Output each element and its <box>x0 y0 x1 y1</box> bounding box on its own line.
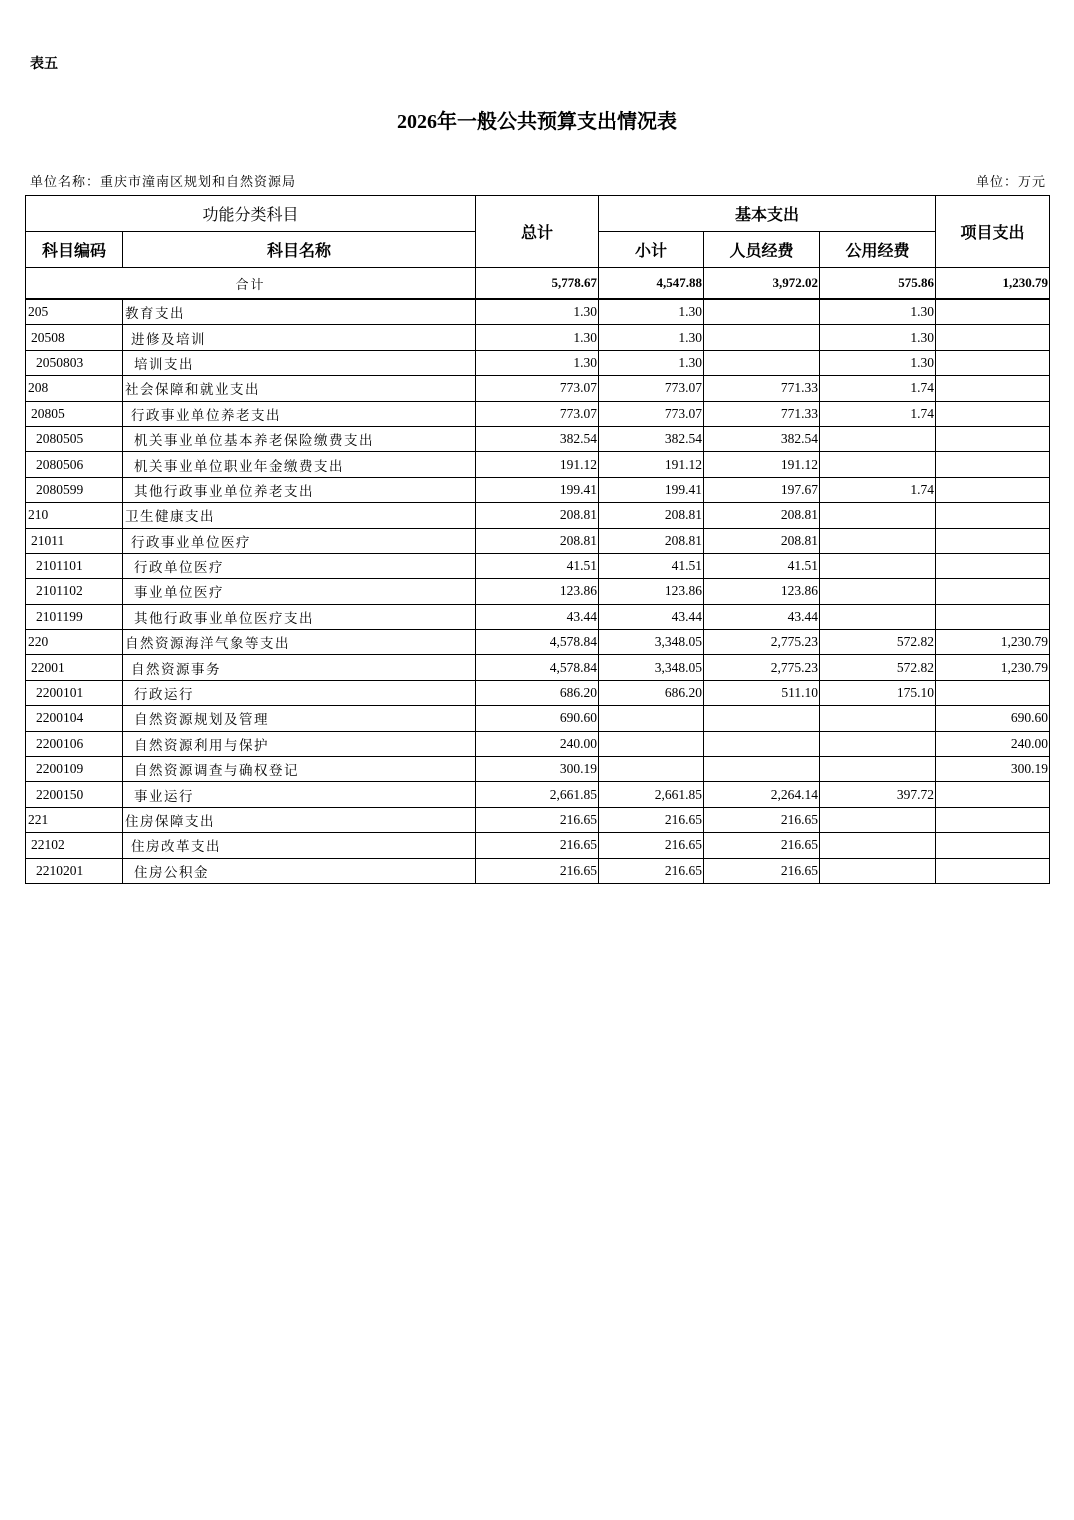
header-functional-category: 功能分类科目 <box>26 196 476 232</box>
cell-subtotal <box>599 706 704 731</box>
table-row <box>26 325 1050 350</box>
table-row <box>26 757 1050 782</box>
header-public: 公用经费 <box>820 232 936 268</box>
total-public: 575.86 <box>820 268 936 300</box>
cell-total: 216.65 <box>476 833 599 858</box>
cell-subtotal: 382.54 <box>599 426 704 451</box>
table-row <box>26 299 1050 325</box>
cell-name: 住房保障支出 <box>123 807 476 832</box>
cell-public: 397.72 <box>820 782 936 807</box>
cell-name: 进修及培训 <box>123 325 476 350</box>
cell-name: 自然资源调查与确权登记 <box>123 757 476 782</box>
cell-project <box>936 477 1050 502</box>
cell-total: 240.00 <box>476 731 599 756</box>
cell-public <box>820 604 936 629</box>
cell-personnel: 2,775.23 <box>704 630 820 655</box>
cell-code: 2080506 <box>26 452 123 477</box>
cell-public: 1.74 <box>820 401 936 426</box>
cell-subtotal: 3,348.05 <box>599 630 704 655</box>
cell-project: 1,230.79 <box>936 655 1050 680</box>
table-row <box>26 731 1050 756</box>
cell-total: 4,578.84 <box>476 655 599 680</box>
cell-personnel <box>704 731 820 756</box>
cell-name: 自然资源事务 <box>123 655 476 680</box>
table-row <box>26 807 1050 832</box>
table-row <box>26 604 1050 629</box>
table-number: 表五 <box>30 56 58 72</box>
cell-code: 2101102 <box>26 579 123 604</box>
table-row <box>26 477 1050 502</box>
table-body <box>26 268 1050 884</box>
cell-personnel: 511.10 <box>704 680 820 705</box>
cell-public <box>820 528 936 553</box>
cell-project <box>936 680 1050 705</box>
cell-personnel: 382.54 <box>704 426 820 451</box>
cell-name: 教育支出 <box>123 299 476 325</box>
table-row <box>26 680 1050 705</box>
cell-subtotal: 208.81 <box>599 503 704 528</box>
cell-name: 其他行政事业单位医疗支出 <box>123 604 476 629</box>
cell-subtotal: 123.86 <box>599 579 704 604</box>
cell-public <box>820 503 936 528</box>
cell-project <box>936 426 1050 451</box>
unit-label: 单位：万元 <box>975 175 1046 190</box>
table-row <box>26 528 1050 553</box>
cell-public <box>820 731 936 756</box>
cell-name: 卫生健康支出 <box>123 503 476 528</box>
cell-public <box>820 706 936 731</box>
cell-code: 2200101 <box>26 680 123 705</box>
total-label: 合计 <box>26 268 476 300</box>
cell-code: 2200106 <box>26 731 123 756</box>
cell-project <box>936 376 1050 401</box>
table-row <box>26 579 1050 604</box>
cell-name: 自然资源海洋气象等支出 <box>123 630 476 655</box>
cell-name: 事业单位医疗 <box>123 579 476 604</box>
unit-name: 单位名称：重庆市潼南区规划和自然资源局 <box>30 175 297 190</box>
cell-subtotal <box>599 757 704 782</box>
cell-project <box>936 401 1050 426</box>
cell-project: 690.60 <box>936 706 1050 731</box>
cell-total: 199.41 <box>476 477 599 502</box>
table-row <box>26 553 1050 578</box>
cell-total: 686.20 <box>476 680 599 705</box>
cell-project <box>936 604 1050 629</box>
table-row <box>26 401 1050 426</box>
total-personnel: 3,972.02 <box>704 268 820 300</box>
cell-project <box>936 350 1050 375</box>
cell-code: 2200150 <box>26 782 123 807</box>
cell-personnel: 216.65 <box>704 807 820 832</box>
table-row <box>26 376 1050 401</box>
header-subtotal: 小计 <box>599 232 704 268</box>
cell-personnel <box>704 325 820 350</box>
cell-code: 2210201 <box>26 858 123 883</box>
cell-total: 191.12 <box>476 452 599 477</box>
cell-total: 2,661.85 <box>476 782 599 807</box>
cell-subtotal: 1.30 <box>599 350 704 375</box>
cell-total: 41.51 <box>476 553 599 578</box>
cell-public: 572.82 <box>820 655 936 680</box>
cell-public: 1.30 <box>820 299 936 325</box>
cell-personnel <box>704 706 820 731</box>
cell-name: 机关事业单位基本养老保险缴费支出 <box>123 426 476 451</box>
cell-total: 208.81 <box>476 528 599 553</box>
cell-personnel <box>704 299 820 325</box>
cell-subtotal: 216.65 <box>599 833 704 858</box>
cell-code: 22102 <box>26 833 123 858</box>
cell-project <box>936 299 1050 325</box>
cell-code: 220 <box>26 630 123 655</box>
header-project: 项目支出 <box>936 196 1050 268</box>
cell-name: 行政单位医疗 <box>123 553 476 578</box>
cell-name: 其他行政事业单位养老支出 <box>123 477 476 502</box>
header-basic: 基本支出 <box>599 196 936 232</box>
cell-code: 2080505 <box>26 426 123 451</box>
table-row <box>26 782 1050 807</box>
cell-public <box>820 757 936 782</box>
cell-name: 自然资源利用与保护 <box>123 731 476 756</box>
budget-table <box>25 195 1050 884</box>
cell-subtotal: 1.30 <box>599 325 704 350</box>
cell-name: 住房改革支出 <box>123 833 476 858</box>
page-title: 2026年一般公共预算支出情况表 <box>397 111 677 133</box>
cell-project <box>936 452 1050 477</box>
cell-total: 300.19 <box>476 757 599 782</box>
cell-code: 2200104 <box>26 706 123 731</box>
cell-project <box>936 528 1050 553</box>
cell-subtotal <box>599 731 704 756</box>
cell-personnel: 43.44 <box>704 604 820 629</box>
cell-total: 216.65 <box>476 858 599 883</box>
cell-code: 22001 <box>26 655 123 680</box>
cell-code: 2101199 <box>26 604 123 629</box>
cell-project <box>936 503 1050 528</box>
cell-project <box>936 325 1050 350</box>
cell-project <box>936 579 1050 604</box>
cell-subtotal: 199.41 <box>599 477 704 502</box>
cell-total: 1.30 <box>476 350 599 375</box>
cell-project <box>936 807 1050 832</box>
cell-public: 1.30 <box>820 350 936 375</box>
cell-subtotal: 773.07 <box>599 401 704 426</box>
table-row <box>26 858 1050 883</box>
cell-project: 240.00 <box>936 731 1050 756</box>
cell-public <box>820 553 936 578</box>
total-subtotal: 4,547.88 <box>599 268 704 300</box>
cell-subtotal: 1.30 <box>599 299 704 325</box>
cell-name: 住房公积金 <box>123 858 476 883</box>
cell-personnel: 771.33 <box>704 376 820 401</box>
cell-name: 培训支出 <box>123 350 476 375</box>
cell-code: 20508 <box>26 325 123 350</box>
total-total: 5,778.67 <box>476 268 599 300</box>
cell-subtotal: 2,661.85 <box>599 782 704 807</box>
cell-total: 4,578.84 <box>476 630 599 655</box>
cell-personnel: 771.33 <box>704 401 820 426</box>
table-row <box>26 350 1050 375</box>
cell-total: 1.30 <box>476 299 599 325</box>
cell-project <box>936 833 1050 858</box>
table-row <box>26 426 1050 451</box>
cell-project <box>936 553 1050 578</box>
cell-personnel: 123.86 <box>704 579 820 604</box>
table-row <box>26 706 1050 731</box>
cell-code: 2101101 <box>26 553 123 578</box>
cell-public <box>820 807 936 832</box>
table-header <box>26 196 1050 268</box>
table-row <box>26 655 1050 680</box>
cell-total: 773.07 <box>476 401 599 426</box>
cell-project <box>936 858 1050 883</box>
cell-subtotal: 216.65 <box>599 807 704 832</box>
cell-total: 773.07 <box>476 376 599 401</box>
table-row <box>26 503 1050 528</box>
cell-name: 行政事业单位医疗 <box>123 528 476 553</box>
cell-subtotal: 41.51 <box>599 553 704 578</box>
cell-code: 2050803 <box>26 350 123 375</box>
cell-personnel: 41.51 <box>704 553 820 578</box>
cell-code: 210 <box>26 503 123 528</box>
cell-personnel <box>704 350 820 375</box>
header-name: 科目名称 <box>123 232 476 268</box>
cell-subtotal: 686.20 <box>599 680 704 705</box>
cell-name: 行政运行 <box>123 680 476 705</box>
cell-code: 21011 <box>26 528 123 553</box>
total-project: 1,230.79 <box>936 268 1050 300</box>
cell-personnel: 216.65 <box>704 833 820 858</box>
cell-subtotal: 216.65 <box>599 858 704 883</box>
table-row <box>26 452 1050 477</box>
cell-personnel: 2,264.14 <box>704 782 820 807</box>
header-personnel: 人员经费 <box>704 232 820 268</box>
cell-personnel: 197.67 <box>704 477 820 502</box>
cell-public <box>820 452 936 477</box>
cell-total: 43.44 <box>476 604 599 629</box>
cell-code: 221 <box>26 807 123 832</box>
cell-name: 机关事业单位职业年金缴费支出 <box>123 452 476 477</box>
cell-code: 2200109 <box>26 757 123 782</box>
cell-personnel <box>704 757 820 782</box>
table-row <box>26 630 1050 655</box>
cell-public: 1.30 <box>820 325 936 350</box>
cell-code: 20805 <box>26 401 123 426</box>
cell-subtotal: 43.44 <box>599 604 704 629</box>
cell-public: 1.74 <box>820 477 936 502</box>
cell-total: 123.86 <box>476 579 599 604</box>
cell-total: 690.60 <box>476 706 599 731</box>
cell-name: 社会保障和就业支出 <box>123 376 476 401</box>
cell-name: 自然资源规划及管理 <box>123 706 476 731</box>
cell-code: 208 <box>26 376 123 401</box>
cell-subtotal: 191.12 <box>599 452 704 477</box>
cell-public <box>820 579 936 604</box>
header-code: 科目编码 <box>26 232 123 268</box>
cell-subtotal: 3,348.05 <box>599 655 704 680</box>
cell-total: 216.65 <box>476 807 599 832</box>
cell-personnel: 216.65 <box>704 858 820 883</box>
cell-subtotal: 208.81 <box>599 528 704 553</box>
total-row <box>26 268 1050 300</box>
cell-public: 1.74 <box>820 376 936 401</box>
cell-public <box>820 833 936 858</box>
cell-code: 2080599 <box>26 477 123 502</box>
cell-project: 1,230.79 <box>936 630 1050 655</box>
cell-name: 行政事业单位养老支出 <box>123 401 476 426</box>
cell-public: 175.10 <box>820 680 936 705</box>
cell-name: 事业运行 <box>123 782 476 807</box>
cell-public <box>820 858 936 883</box>
cell-subtotal: 773.07 <box>599 376 704 401</box>
table-row <box>26 833 1050 858</box>
cell-total: 208.81 <box>476 503 599 528</box>
cell-code: 205 <box>26 299 123 325</box>
cell-personnel: 208.81 <box>704 503 820 528</box>
cell-personnel: 191.12 <box>704 452 820 477</box>
cell-total: 382.54 <box>476 426 599 451</box>
cell-personnel: 2,775.23 <box>704 655 820 680</box>
cell-project <box>936 782 1050 807</box>
cell-total: 1.30 <box>476 325 599 350</box>
cell-project: 300.19 <box>936 757 1050 782</box>
header-total: 总计 <box>476 196 599 268</box>
cell-public: 572.82 <box>820 630 936 655</box>
cell-personnel: 208.81 <box>704 528 820 553</box>
cell-public <box>820 426 936 451</box>
